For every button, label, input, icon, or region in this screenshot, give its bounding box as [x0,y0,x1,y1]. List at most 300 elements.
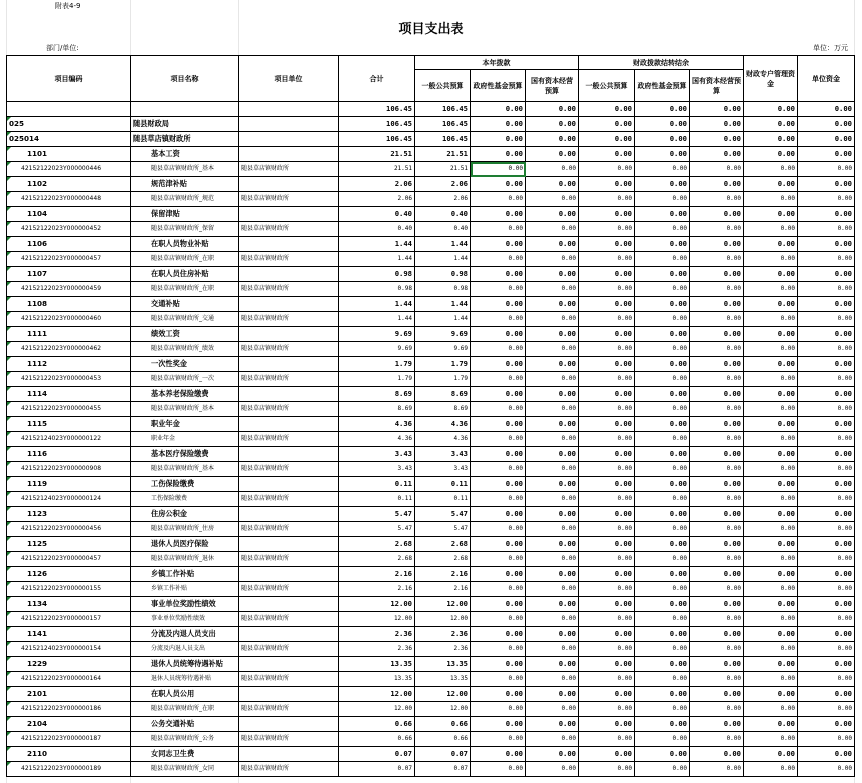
cell-value[interactable]: 0.00 [744,237,798,252]
cell-value[interactable]: 0.00 [798,192,855,207]
cell-value[interactable]: 0.00 [635,702,690,717]
cell-value[interactable]: 3.43 [339,447,415,462]
cell-value[interactable]: 0.00 [635,687,690,702]
cell-value[interactable]: 0.00 [579,312,635,327]
cell-value[interactable]: 0.00 [579,717,635,732]
cell-code[interactable]: 42152122023Y000000459 [7,282,131,297]
cell-value[interactable]: 0.00 [526,177,579,192]
cell-value[interactable]: 0.00 [635,522,690,537]
cell-value[interactable]: 0.00 [798,552,855,567]
cell-value[interactable]: 0.00 [744,747,798,762]
cell-value[interactable]: 0.00 [744,612,798,627]
cell-name[interactable]: 退休人员医疗保险 [131,537,239,552]
cell-value[interactable]: 0.00 [690,282,744,297]
cell-value[interactable]: 0.00 [690,717,744,732]
cell-value[interactable]: 0.00 [471,147,526,162]
cell-value[interactable]: 0.00 [471,522,526,537]
cell-value[interactable]: 0.07 [415,747,471,762]
cell-value[interactable]: 0.00 [635,642,690,657]
cell-value[interactable]: 0.00 [471,477,526,492]
cell-value[interactable]: 0.00 [635,222,690,237]
cell-value[interactable]: 0.00 [526,492,579,507]
cell-value[interactable]: 2.16 [415,567,471,582]
cell-value[interactable]: 0.00 [635,267,690,282]
cell-value[interactable]: 0.00 [690,522,744,537]
cell-value[interactable]: 0.00 [690,297,744,312]
cell-value[interactable]: 0.00 [579,282,635,297]
cell-value[interactable]: 0.00 [690,702,744,717]
cell-value[interactable]: 0.00 [635,312,690,327]
cell-name[interactable] [131,102,239,117]
cell-value[interactable]: 0.00 [798,462,855,477]
cell-unit[interactable]: 随县草店镇财政所 [239,762,339,777]
cell-code[interactable]: 1119 [7,477,131,492]
cell-value[interactable]: 0.00 [471,192,526,207]
cell-value[interactable]: 0.00 [579,477,635,492]
cell-value[interactable]: 0.66 [339,732,415,747]
cell-name[interactable]: 住房公积金 [131,507,239,522]
cell-value[interactable]: 2.36 [415,627,471,642]
cell-unit[interactable]: 随县草店镇财政所 [239,672,339,687]
cell-value[interactable]: 0.00 [579,117,635,132]
cell-value[interactable]: 0.00 [579,552,635,567]
cell-code[interactable]: 42152122023Y000000186 [7,702,131,717]
header-total[interactable]: 合计 [339,56,415,102]
cell-value[interactable]: 2.16 [415,582,471,597]
cell-value[interactable]: 0.00 [798,252,855,267]
cell-value[interactable]: 0.00 [635,762,690,777]
cell-value[interactable]: 3.43 [339,462,415,477]
cell-value[interactable]: 2.68 [415,537,471,552]
cell-value[interactable]: 0.00 [690,492,744,507]
cell-name[interactable]: 随县财政局 [131,117,239,132]
cell-value[interactable]: 0.00 [526,402,579,417]
cell-value[interactable]: 0.00 [526,147,579,162]
cell-value[interactable]: 0.00 [526,447,579,462]
cell-value[interactable]: 0.00 [526,477,579,492]
cell-value[interactable]: 1.44 [415,312,471,327]
cell-name[interactable]: 随县草店镇财政所_一次 [131,372,239,387]
cell-value[interactable]: 0.00 [744,567,798,582]
cell-unit[interactable]: 随县草店镇财政所 [239,702,339,717]
cell-value[interactable]: 0.00 [471,327,526,342]
cell-value[interactable]: 0.00 [744,672,798,687]
cell-value[interactable]: 0.00 [798,282,855,297]
cell-value[interactable]: 1.44 [339,237,415,252]
cell-value[interactable]: 0.00 [579,147,635,162]
cell-value[interactable]: 0.00 [526,537,579,552]
cell-value[interactable]: 0.00 [471,402,526,417]
cell-value[interactable]: 0.00 [798,747,855,762]
cell-value[interactable]: 0.00 [798,177,855,192]
cell-value[interactable]: 0.00 [798,372,855,387]
cell-value[interactable]: 0.00 [744,372,798,387]
cell-value[interactable]: 0.00 [526,612,579,627]
cell-value[interactable]: 0.00 [798,582,855,597]
cell-value[interactable]: 0.00 [471,747,526,762]
cell-value[interactable]: 12.00 [339,597,415,612]
cell-value[interactable]: 0.00 [744,162,798,177]
cell-value[interactable]: 0.00 [635,717,690,732]
cell-name[interactable]: 随县草店镇财政所_女同 [131,762,239,777]
cell-value[interactable]: 0.00 [635,117,690,132]
cell-value[interactable]: 12.00 [339,687,415,702]
cell-value[interactable]: 1.44 [415,237,471,252]
cell-unit[interactable]: 随县草店镇财政所 [239,252,339,267]
cell-value[interactable]: 0.00 [579,387,635,402]
cell-value[interactable]: 0.00 [798,612,855,627]
cell-code[interactable]: 42152122023Y000000189 [7,762,131,777]
cell-value[interactable]: 0.00 [690,372,744,387]
cell-value[interactable]: 12.00 [415,612,471,627]
cell-value[interactable]: 0.00 [526,552,579,567]
cell-value[interactable]: 0.00 [690,612,744,627]
cell-value[interactable]: 0.00 [744,357,798,372]
cell-value[interactable]: 0.00 [635,747,690,762]
cell-value[interactable]: 0.00 [744,222,798,237]
cell-value[interactable]: 0.00 [471,252,526,267]
cell-value[interactable]: 0.07 [339,747,415,762]
cell-value[interactable]: 0.00 [635,327,690,342]
cell-value[interactable]: 0.00 [744,252,798,267]
cell-value[interactable]: 0.00 [579,297,635,312]
cell-value[interactable]: 0.00 [471,702,526,717]
cell-value[interactable]: 0.00 [526,507,579,522]
cell-value[interactable]: 0.00 [798,717,855,732]
cell-value[interactable]: 0.00 [690,687,744,702]
cell-value[interactable]: 0.00 [471,162,526,177]
cell-value[interactable]: 0.00 [635,282,690,297]
cell-code[interactable]: 2110 [7,747,131,762]
cell-value[interactable]: 0.00 [579,192,635,207]
cell-value[interactable]: 2.06 [415,192,471,207]
cell-value[interactable]: 0.00 [690,597,744,612]
cell-value[interactable]: 0.00 [579,642,635,657]
cell-value[interactable]: 0.00 [579,582,635,597]
cell-value[interactable]: 0.00 [526,522,579,537]
cell-value[interactable]: 106.45 [339,102,415,117]
cell-name[interactable]: 随县草店镇财政所_公务 [131,732,239,747]
cell-value[interactable]: 0.00 [579,537,635,552]
cell-name[interactable]: 乡镇工作补贴 [131,582,239,597]
cell-value[interactable]: 0.00 [635,342,690,357]
cell-value[interactable]: 0.00 [471,552,526,567]
cell-value[interactable]: 0.00 [744,387,798,402]
header-group-carry[interactable]: 财政拨款结转结余 [579,56,744,70]
cell-code[interactable]: 1104 [7,207,131,222]
cell-value[interactable]: 2.68 [339,537,415,552]
cell-value[interactable]: 0.00 [690,177,744,192]
cell-value[interactable]: 0.00 [744,312,798,327]
cell-value[interactable]: 1.79 [415,357,471,372]
cell-value[interactable]: 0.00 [744,582,798,597]
cell-value[interactable]: 0.00 [471,387,526,402]
cell-value[interactable]: 0.00 [690,507,744,522]
cell-value[interactable]: 0.00 [526,207,579,222]
cell-value[interactable]: 0.00 [526,342,579,357]
cell-value[interactable]: 0.00 [744,732,798,747]
cell-name[interactable]: 事业单位奖励性绩效 [131,612,239,627]
cell-unit[interactable]: 随县草店镇财政所 [239,372,339,387]
cell-value[interactable]: 4.36 [339,417,415,432]
cell-value[interactable]: 0.11 [339,492,415,507]
header-c-state-capital[interactable]: 国有资本经营预算 [526,70,579,102]
cell-value[interactable]: 0.00 [526,327,579,342]
cell-value[interactable]: 0.00 [690,732,744,747]
cell-value[interactable]: 0.00 [579,102,635,117]
cell-code[interactable]: 1116 [7,447,131,462]
cell-unit[interactable] [239,717,339,732]
cell-value[interactable]: 13.35 [339,672,415,687]
cell-value[interactable]: 0.00 [635,657,690,672]
cell-value[interactable]: 0.00 [635,627,690,642]
cell-value[interactable]: 0.00 [471,372,526,387]
cell-value[interactable]: 0.00 [744,102,798,117]
cell-code[interactable]: 42152122023Y000000446 [7,162,131,177]
cell-value[interactable]: 0.00 [635,207,690,222]
cell-value[interactable]: 0.00 [798,132,855,147]
cell-value[interactable]: 0.00 [798,207,855,222]
cell-value[interactable]: 1.79 [415,372,471,387]
cell-name[interactable]: 事业单位奖励性绩效 [131,597,239,612]
cell-value[interactable]: 0.00 [635,297,690,312]
cell-value[interactable]: 13.35 [415,672,471,687]
cell-value[interactable]: 1.44 [339,252,415,267]
cell-value[interactable]: 0.00 [579,672,635,687]
cell-unit[interactable] [239,627,339,642]
cell-value[interactable]: 0.00 [690,387,744,402]
cell-value[interactable]: 0.00 [744,507,798,522]
cell-code[interactable]: 42152122023Y000000457 [7,252,131,267]
cell-value[interactable]: 0.00 [471,132,526,147]
cell-value[interactable]: 0.00 [579,567,635,582]
cell-value[interactable]: 0.00 [526,627,579,642]
cell-value[interactable]: 0.00 [526,657,579,672]
cell-value[interactable]: 0.00 [471,177,526,192]
cell-value[interactable]: 0.00 [798,357,855,372]
cell-unit[interactable]: 随县草店镇财政所 [239,612,339,627]
cell-name[interactable]: 绩效工资 [131,327,239,342]
cell-value[interactable]: 0.00 [471,357,526,372]
cell-value[interactable]: 0.00 [744,537,798,552]
cell-value[interactable]: 0.00 [526,747,579,762]
cell-value[interactable]: 12.00 [415,687,471,702]
cell-value[interactable]: 0.00 [798,642,855,657]
cell-code[interactable]: 1107 [7,267,131,282]
cell-value[interactable]: 0.00 [579,342,635,357]
cell-value[interactable]: 0.00 [690,342,744,357]
cell-value[interactable]: 0.00 [798,402,855,417]
cell-name[interactable]: 工伤保险缴费 [131,492,239,507]
cell-value[interactable]: 0.00 [744,282,798,297]
cell-value[interactable]: 0.00 [471,507,526,522]
cell-value[interactable]: 0.00 [744,702,798,717]
header-unit-funds[interactable]: 单位资金 [798,56,855,102]
cell-value[interactable]: 0.00 [690,192,744,207]
cell-value[interactable]: 0.00 [526,372,579,387]
cell-value[interactable]: 0.00 [579,222,635,237]
cell-value[interactable]: 0.00 [471,582,526,597]
cell-value[interactable]: 0.00 [798,267,855,282]
cell-unit[interactable] [239,447,339,462]
cell-value[interactable]: 0.00 [526,117,579,132]
cell-code[interactable]: 2104 [7,717,131,732]
cell-value[interactable]: 0.00 [579,372,635,387]
cell-value[interactable]: 0.00 [798,417,855,432]
cell-unit[interactable]: 随县草店镇财政所 [239,402,339,417]
cell-value[interactable]: 13.35 [339,657,415,672]
cell-value[interactable]: 106.45 [339,132,415,147]
cell-value[interactable]: 0.00 [471,447,526,462]
cell-code[interactable]: 42152122023Y000000187 [7,732,131,747]
cell-value[interactable]: 0.00 [635,462,690,477]
cell-value[interactable]: 0.00 [690,237,744,252]
cell-value[interactable]: 0.00 [471,762,526,777]
cell-value[interactable]: 0.00 [526,687,579,702]
cell-value[interactable]: 0.00 [690,207,744,222]
cell-value[interactable]: 0.00 [471,432,526,447]
cell-value[interactable]: 0.00 [471,492,526,507]
cell-unit[interactable] [239,477,339,492]
header-k-state-capital[interactable]: 国有资本经营预算 [690,70,744,102]
cell-value[interactable]: 0.40 [339,207,415,222]
cell-value[interactable]: 0.00 [579,162,635,177]
cell-unit[interactable] [239,102,339,117]
cell-value[interactable]: 12.00 [415,597,471,612]
cell-value[interactable]: 0.00 [471,687,526,702]
cell-value[interactable]: 0.00 [579,327,635,342]
cell-value[interactable]: 0.07 [339,762,415,777]
cell-value[interactable]: 0.00 [798,222,855,237]
cell-value[interactable]: 0.00 [579,207,635,222]
cell-value[interactable]: 0.00 [690,327,744,342]
cell-value[interactable]: 9.69 [415,327,471,342]
cell-name[interactable]: 在职人员公用 [131,687,239,702]
cell-value[interactable]: 0.00 [526,132,579,147]
cell-name[interactable]: 分流及内退人员支出 [131,642,239,657]
cell-value[interactable]: 0.40 [415,207,471,222]
cell-value[interactable]: 0.00 [744,447,798,462]
cell-unit[interactable] [239,387,339,402]
cell-value[interactable]: 0.00 [690,357,744,372]
cell-name[interactable]: 退休人员统筹待遇补贴 [131,657,239,672]
cell-name[interactable]: 基本养老保险缴费 [131,387,239,402]
cell-unit[interactable]: 随县草店镇财政所 [239,222,339,237]
cell-value[interactable]: 0.00 [471,537,526,552]
cell-value[interactable]: 0.00 [579,732,635,747]
cell-value[interactable]: 106.45 [415,102,471,117]
cell-value[interactable]: 0.00 [635,432,690,447]
cell-value[interactable]: 0.00 [579,687,635,702]
cell-name[interactable]: 基本医疗保险缴费 [131,447,239,462]
cell-value[interactable]: 0.00 [744,687,798,702]
cell-value[interactable]: 0.00 [690,102,744,117]
cell-value[interactable]: 0.00 [526,387,579,402]
cell-value[interactable]: 5.47 [415,522,471,537]
cell-value[interactable]: 0.00 [471,597,526,612]
cell-value[interactable]: 0.00 [798,312,855,327]
cell-value[interactable]: 106.45 [339,117,415,132]
cell-value[interactable]: 0.98 [415,267,471,282]
cell-value[interactable]: 0.00 [471,297,526,312]
cell-value[interactable]: 0.00 [635,147,690,162]
cell-value[interactable]: 0.00 [690,222,744,237]
cell-value[interactable]: 0.00 [690,432,744,447]
cell-value[interactable]: 0.00 [798,477,855,492]
cell-value[interactable]: 0.00 [798,672,855,687]
cell-code[interactable]: 1106 [7,237,131,252]
cell-value[interactable]: 0.00 [471,462,526,477]
cell-value[interactable]: 0.00 [579,747,635,762]
cell-unit[interactable] [239,132,339,147]
cell-value[interactable]: 0.00 [798,687,855,702]
cell-value[interactable]: 0.00 [798,387,855,402]
cell-value[interactable]: 0.00 [690,312,744,327]
cell-name[interactable]: 基本工资 [131,147,239,162]
cell-name[interactable]: 在职人员物业补贴 [131,237,239,252]
cell-value[interactable]: 0.00 [471,717,526,732]
cell-value[interactable]: 2.68 [339,552,415,567]
cell-code[interactable]: 42152122023Y000000460 [7,312,131,327]
cell-value[interactable]: 0.00 [471,342,526,357]
cell-unit[interactable] [239,177,339,192]
cell-value[interactable]: 0.00 [635,177,690,192]
cell-code[interactable]: 42152122023Y000000157 [7,612,131,627]
cell-value[interactable]: 0.00 [579,462,635,477]
cell-code[interactable]: 42152122023Y000000462 [7,342,131,357]
cell-value[interactable]: 0.00 [635,192,690,207]
cell-code[interactable] [7,102,131,117]
cell-value[interactable]: 0.00 [471,117,526,132]
cell-value[interactable]: 0.00 [798,147,855,162]
cell-value[interactable]: 0.00 [579,252,635,267]
cell-value[interactable]: 12.00 [339,612,415,627]
cell-value[interactable]: 0.00 [690,417,744,432]
cell-code[interactable]: 42152122023Y000000455 [7,402,131,417]
cell-value[interactable]: 0.00 [690,447,744,462]
cell-value[interactable]: 0.00 [526,357,579,372]
cell-value[interactable]: 5.47 [415,507,471,522]
header-code[interactable]: 项目编码 [7,56,131,102]
cell-value[interactable]: 8.69 [415,387,471,402]
cell-value[interactable]: 21.51 [415,162,471,177]
cell-value[interactable]: 0.00 [471,567,526,582]
cell-value[interactable]: 0.00 [798,297,855,312]
cell-unit[interactable]: 随县草店镇财政所 [239,522,339,537]
cell-value[interactable]: 0.00 [526,702,579,717]
cell-name[interactable]: 退休人员统筹待遇补贴 [131,672,239,687]
cell-code[interactable]: 1111 [7,327,131,342]
cell-value[interactable]: 0.66 [339,717,415,732]
cell-value[interactable]: 0.00 [690,567,744,582]
cell-value[interactable]: 0.00 [635,537,690,552]
cell-value[interactable]: 0.00 [471,417,526,432]
cell-value[interactable]: 0.00 [690,672,744,687]
cell-value[interactable]: 0.00 [635,132,690,147]
cell-value[interactable]: 0.00 [744,762,798,777]
cell-value[interactable]: 0.00 [579,447,635,462]
cell-value[interactable]: 0.07 [415,762,471,777]
cell-value[interactable]: 3.43 [415,462,471,477]
cell-value[interactable]: 0.00 [690,147,744,162]
cell-value[interactable]: 0.00 [526,297,579,312]
cell-code[interactable]: 1229 [7,657,131,672]
cell-value[interactable]: 0.00 [526,237,579,252]
cell-value[interactable]: 0.00 [579,762,635,777]
cell-value[interactable]: 0.00 [690,582,744,597]
cell-name[interactable]: 随县草店镇财政所_基本 [131,402,239,417]
cell-value[interactable]: 0.00 [635,567,690,582]
